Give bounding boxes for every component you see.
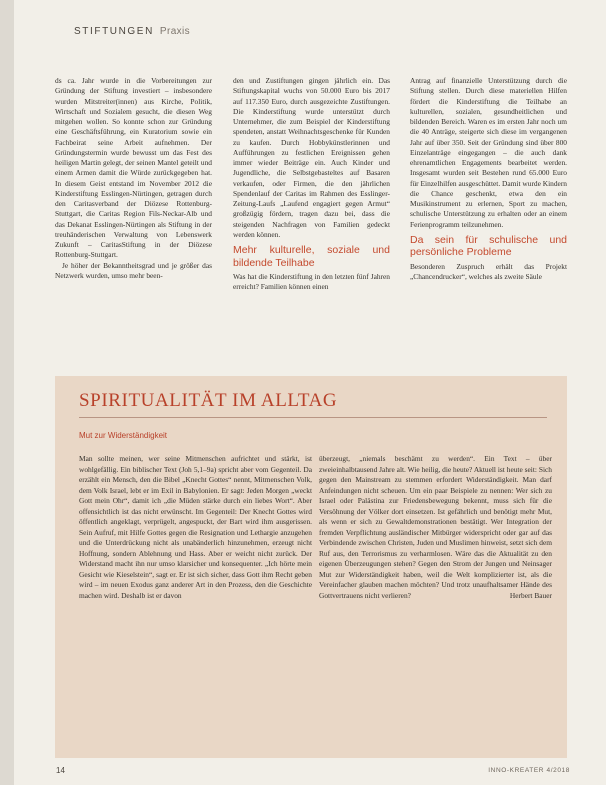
subsection-label: Praxis [159, 26, 191, 37]
running-header [74, 26, 190, 37]
magazine-name: INNO-KREATER 4/2018 [488, 767, 570, 774]
article-column-3 [410, 76, 567, 282]
paragraph: ds ca. Jahr wurde in die Vorbereitungen zur Gründung der Stiftung investiert – insbesondere wurden Mitstreiter(innen) aus Kirche, Politik, Wirtschaft und Sozialem gesucht, die diesen Weg mitgehen wollen. So konnte schon zur Gründung eine Geschäftsführung, ein Kuratorium sowie ein Fachbeirat seine Arbeit aufnehmen. Der Gründungstermin wurde bewusst um das Fest des heiligen Martin gelegt, der seinen Mantel geteilt und einem Armen damit die Würde zurückgegeben hat. In diesem Geist entstand im November 2012 die Kinderstiftung Esslingen-Nürtingen, getragen durch den Caritasverband der Diözese Rottenburg-Stuttgart, die Caritas Region Fils-Neckar-Alb und das Dekanat Esslingen-Nürtingen als Stiftung in der treuhänderischen Verwaltung von Lebenswerk Zukunft – CaritasStiftung in der Diözese Rottenburg-Stuttgart. [55, 76, 212, 260]
paragraph [319, 454, 552, 601]
box-text: überzeugt, „niemals beschämt zu werden“. Ein Text – über zweieinhalbtausend Jahre alt. Wie heilig, die heute? Aktuell ist heute seit: Sich gegen den Mainstream zu stemmen erfordert Widerständigkeit. Man darf Anfeindungen nicht scheuen. Um ein paar Beispiele zu nennen: Wer sich zu Israel oder Palästina zur Friedensbewegung bekennt, muss sich für die Versöhnung der Völker dort einsetzen. Ist gefährlich und benötigt mehr Mut, als wenn er sich zu Gewaltdemonstrationen bestätigt. Wer Integration der fremden Verpflichtung ausländischer Mitbürger widerspricht oder gar auf das Verbindende zwischen Christen, Juden und Muslimen hinweist, setzt sich dem Ruf aus, den Terrorismus zu verharmlosen. Wäre das die Aktualität zu den eigenen Überzeugungen stehen? Gegen den Strom der Jungen und Neinsager Mut zur Widerständigkeit haben, weil die Welt komplizierter ist, als die Vereinfacher glauben machen möchten? Und trotz unaufhaltsamer Hände des Gottvertrauens nicht verlieren? [319, 454, 552, 600]
subheading: Da sein für schulische und persönliche Probleme [410, 233, 567, 259]
box-subtitle: Mut zur Widerständigkeit [79, 431, 168, 440]
article-column-1 [55, 76, 212, 281]
box-divider [79, 417, 547, 418]
paragraph: Was hat die Kinderstiftung in den letzten fünf Jahren erreicht? Familien können einen [233, 272, 390, 292]
box-column-1 [79, 454, 312, 601]
box-column-2 [319, 454, 552, 601]
author-signature: Herbert Bauer [509, 590, 552, 600]
section-label: STIFTUNGEN [74, 26, 154, 37]
box-title: SPIRITUALITÄT IM ALLTAG [79, 390, 338, 411]
paragraph: Je höher der Bekanntheitsgrad und je größer das Netzwerk wurden, umso mehr been- [55, 260, 212, 280]
page-gutter-shadow [0, 0, 14, 785]
paragraph: den und Zustiftungen gingen jährlich ein. Das Stiftungskapital wuchs von 50.000 Euro bis 2017 auf 117.350 Euro, durch ausgezeichte Zustiftungen. Die Kinderstiftung wurde unterstützt durch Unternehmer, die zum Beispiel der Kinderstiftung spendeten, anstatt Weihnachtsgeschenke für Kunden zu kaufen. Durch Hobbykünstlerinnen und Aufführungen zu festlichen Ereignissen gehen immer wieder Beiträge ein. Auch Kinder und Jugendliche, die Selbstgebasteltes auf Basaren verkaufen, oder Firmen, die den jährlichen Spendenlauf der Caritas im Rahmen des Esslinger-Zeitung-Laufs „Laufend engagiert gegen Armut“ großzügig fördern, tragen dazu bei, dass die steigenden Nachfragen von Familien gedeckt werden können. [233, 76, 390, 239]
spirituality-box [55, 376, 567, 758]
paragraph: Man sollte meinen, wer seine Mitmenschen aufrichtet und stärkt, ist wohlgefällig. Ein biblischer Text (Joh 5,1–9a) spricht aber vom Gegenteil. Da erzählt ein Mensch, den die Bibel „Knecht Gottes“ nennt, Mitmenschen Volk, dem Volk Israel, lebt er im Exil in Babylonien. Er sagt: Jeden Morgen „weckt Gott mein Ohr“, damit ich „die Müden stärke durch ein liebes Wort“. Aber offensichtlich ist das nicht erwünscht. Im Gegenteil: Der Knecht Gottes wird öffentlich angeklagt, verprügelt, angespuckt, der Bart wird ihm ausgerissen. Sein Aufruf, mit Hilfe Gottes gegen die Resignation und Lethargie anzugehen und die Unterdrückung nicht als unabänderlich hinzunehmen, erzeugt nicht Hoffnung, sondern Ablehnung und Hass. Aber er weicht nicht zurück. Der Widerstand macht ihn nur umso klarsicher und konsequenter. „Ich hörte mein Gesicht wie Kieselstein“, sagt er. Er ist sich sicher, dass Gott ihm Recht geben wird – im neuen Exodus ganz anderer Art in den Prozess, den die Geschichte machen wird. Deshalb ist er davon [79, 454, 312, 600]
paragraph: Besonderen Zuspruch erhält das Projekt „Chancendrucker“, welches als zweite Säule [410, 261, 567, 281]
page-number: 14 [56, 766, 65, 775]
paragraph: Antrag auf finanzielle Unterstützung durch die Stiftung stellen. Durch diese materiellen Hilfen fördert die Kinderstiftung die Teilhabe an kulturellen, sozialen, gesundheitlichen und bildenden Bereich. Waren es im ersten Jahr noch um die 40 Anträge, steigerte sich diese im vergangenen Jahr auf über 350. Seit der Gründung sind über 800 Einzelanträge eingegangen – die auch dank ehrenamtlichen Engagements bearbeitet werden. Insgesamt wurden seit Bestehen rund 65.000 Euro für Einzelhilfen ausgeschüttet. Damit wurde Kindern die Chance geschenkt, etwa den ein Musikinstrument zu erlernen, Sport zu machen, schulische Unterstützung zu erhalten oder an einem Ferienprogramm teilzunehmen. [410, 76, 567, 229]
article-column-2 [233, 76, 390, 293]
subheading: Mehr kulturelle, soziale und bildende Teilhabe [233, 244, 390, 269]
